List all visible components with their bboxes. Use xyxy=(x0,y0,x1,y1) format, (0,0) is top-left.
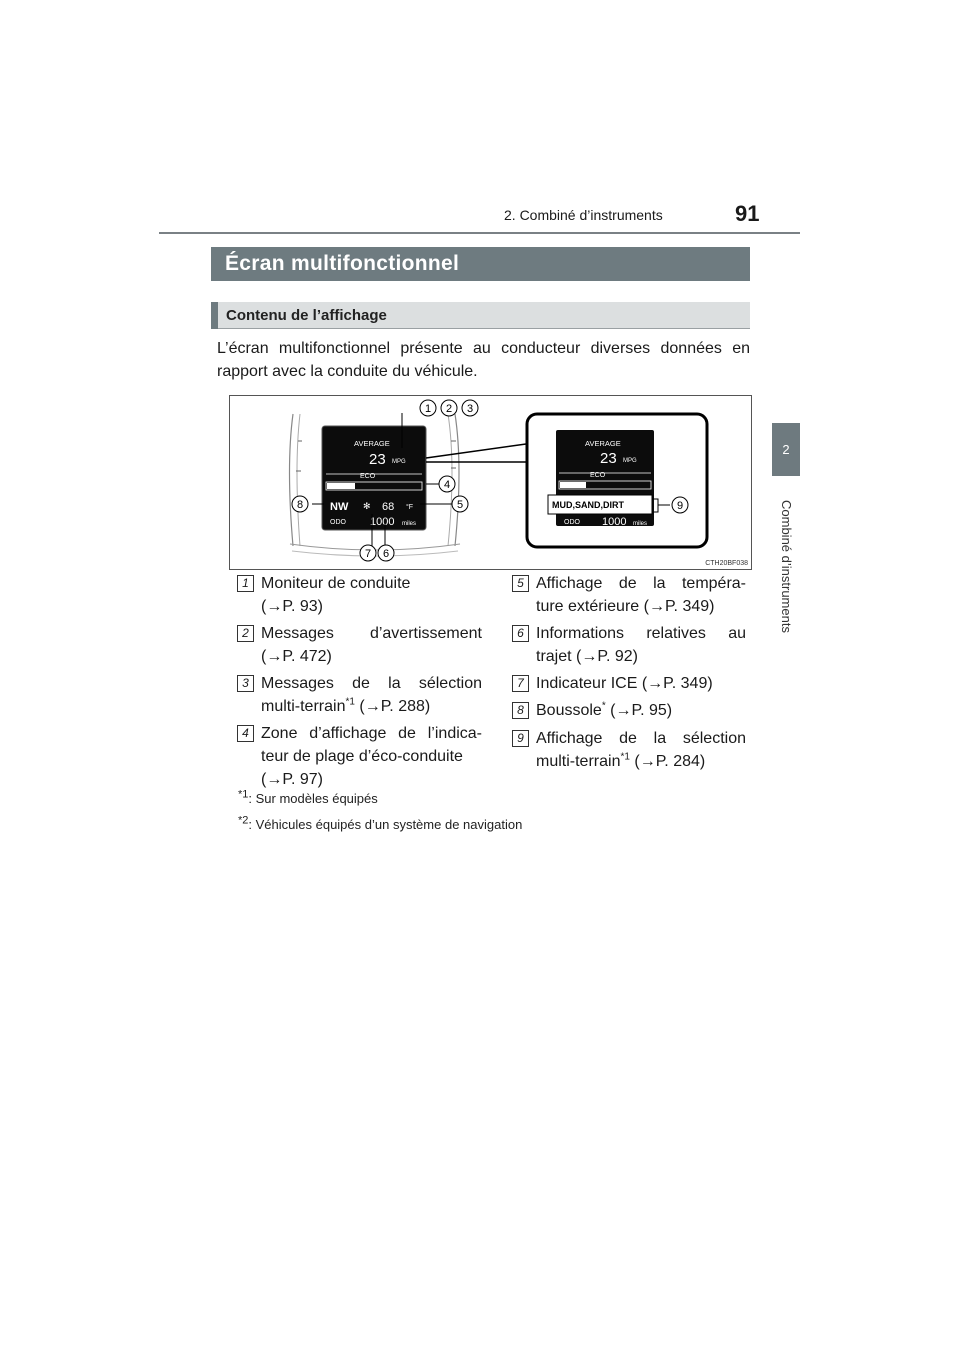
zoom-eco-label: ECO xyxy=(590,472,606,479)
compass-reading: NW xyxy=(330,501,349,513)
zoom-odo-unit: miles xyxy=(633,521,648,527)
zoom-average-label: AVERAGE xyxy=(585,439,621,448)
item-text: (→P. 97) xyxy=(261,771,323,788)
item-text: Boussole xyxy=(536,702,602,719)
average-label: AVERAGE xyxy=(354,439,390,448)
item-number: 9 xyxy=(512,730,529,747)
left-gauge-arc xyxy=(290,414,294,546)
footnote-ref: *1 xyxy=(620,751,630,763)
temp-value: 68 xyxy=(382,501,395,513)
subsection-accent xyxy=(211,302,218,329)
chapter-tab-number: 2 xyxy=(782,442,790,457)
item-text: (→P. 284) xyxy=(629,753,706,770)
callout-8: 8 xyxy=(296,499,304,511)
item-text: Moniteur de conduite xyxy=(261,575,411,592)
footnote-text: : Véhicules équipés d’un système de navigation xyxy=(248,817,523,832)
item-text: (→P. 472) xyxy=(261,648,332,665)
running-header-chapter: 2. Combiné d’instruments xyxy=(504,207,663,223)
ice-indicator-icon: ✻ xyxy=(363,501,371,511)
multi-terrain-text: MUD,SAND,DIRT xyxy=(552,500,624,510)
callout-4: 4 xyxy=(443,479,451,491)
item-text: multi-terrain xyxy=(536,753,621,770)
odo-label: ODO xyxy=(330,519,346,526)
instrument-cluster-figure xyxy=(229,395,752,570)
footnote-ref: *1 xyxy=(345,696,355,708)
odo-unit: miles xyxy=(402,521,417,527)
temp-unit: °F xyxy=(406,504,414,511)
zoom-mpg-unit: MPG xyxy=(623,458,637,464)
chapter-side-label xyxy=(770,500,802,650)
cluster-illustration xyxy=(230,396,751,569)
zoom-eco-bar-fill xyxy=(560,482,586,488)
item-text: teur de plage d’éco-conduite xyxy=(261,748,463,765)
item-number: 2 xyxy=(237,625,254,642)
item-number: 8 xyxy=(512,702,529,719)
item-text: Informations relatives au xyxy=(536,625,746,642)
footnote-mark: *1 xyxy=(238,788,249,801)
chapter-side-label-text: Combiné d’instruments xyxy=(779,500,794,633)
callout-1: 1 xyxy=(424,403,432,415)
callout-5: 5 xyxy=(456,499,464,511)
callout-9: 9 xyxy=(676,500,684,512)
section-title: Écran multifonctionnel xyxy=(225,252,460,275)
mpg-unit: MPG xyxy=(392,459,406,465)
eco-bar-fill xyxy=(327,483,355,489)
footnote-ref: * xyxy=(601,700,606,712)
page-number: 91 xyxy=(735,201,760,226)
intro-paragraph: L’écran multifonctionnel présente au conducteur diverses données en rapport avec la conduite du véhicule. xyxy=(217,340,750,380)
callout-2: 2 xyxy=(445,403,453,415)
callout-3: 3 xyxy=(466,403,474,415)
zoom-connector xyxy=(426,444,526,462)
subsection-title: Contenu de l’affichage xyxy=(226,307,387,324)
item-text: multi-terrain xyxy=(261,698,346,715)
item-text: Affichage de la tempéra- xyxy=(536,575,746,592)
item-text: (→P. 95) xyxy=(605,702,673,719)
footnote-mark: *2 xyxy=(238,814,249,827)
chapter-tab xyxy=(772,423,800,476)
item-number: 3 xyxy=(237,675,254,692)
mpg-value: 23 xyxy=(369,451,386,468)
footnote-text: : Sur modèles équipés xyxy=(248,791,378,806)
callout-7: 7 xyxy=(364,548,372,560)
item-text: Messages d’avertissement xyxy=(261,625,482,642)
item-text: trajet (→P. 92) xyxy=(536,648,638,665)
item-text: (→P. 93) xyxy=(261,598,323,615)
item-number: 1 xyxy=(237,575,254,592)
footnote-1 xyxy=(238,788,378,806)
item-number: 4 xyxy=(237,725,254,742)
item-number: 5 xyxy=(512,575,529,592)
section-title-bar xyxy=(211,247,750,281)
odo-value: 1000 xyxy=(370,516,395,528)
item-text: ture extérieure (→P. 349) xyxy=(536,598,715,615)
item-text: Affichage de la sélection xyxy=(536,730,746,747)
item-text: Zone d’affichage de l’indica- xyxy=(261,725,482,742)
item-text: Messages de la sélection xyxy=(261,675,482,692)
header-rule xyxy=(159,232,800,234)
zoom-odo-value: 1000 xyxy=(602,516,627,528)
footnote-2 xyxy=(238,814,523,832)
subsection-title-bar xyxy=(211,302,750,329)
item-number: 7 xyxy=(512,675,529,692)
eco-label: ECO xyxy=(360,473,376,480)
item-text: (→P. 288) xyxy=(354,698,431,715)
right-gauge-arc xyxy=(455,414,459,546)
zoom-odo-label: ODO xyxy=(564,519,580,526)
zoom-mpg-value: 23 xyxy=(600,450,617,467)
left-gauge-arc-inner xyxy=(297,414,300,546)
figure-code: CTH20BF038 xyxy=(705,560,748,567)
item-text: Indicateur ICE (→P. 349) xyxy=(536,675,713,692)
item-number: 6 xyxy=(512,625,529,642)
callout-6: 6 xyxy=(382,548,390,560)
